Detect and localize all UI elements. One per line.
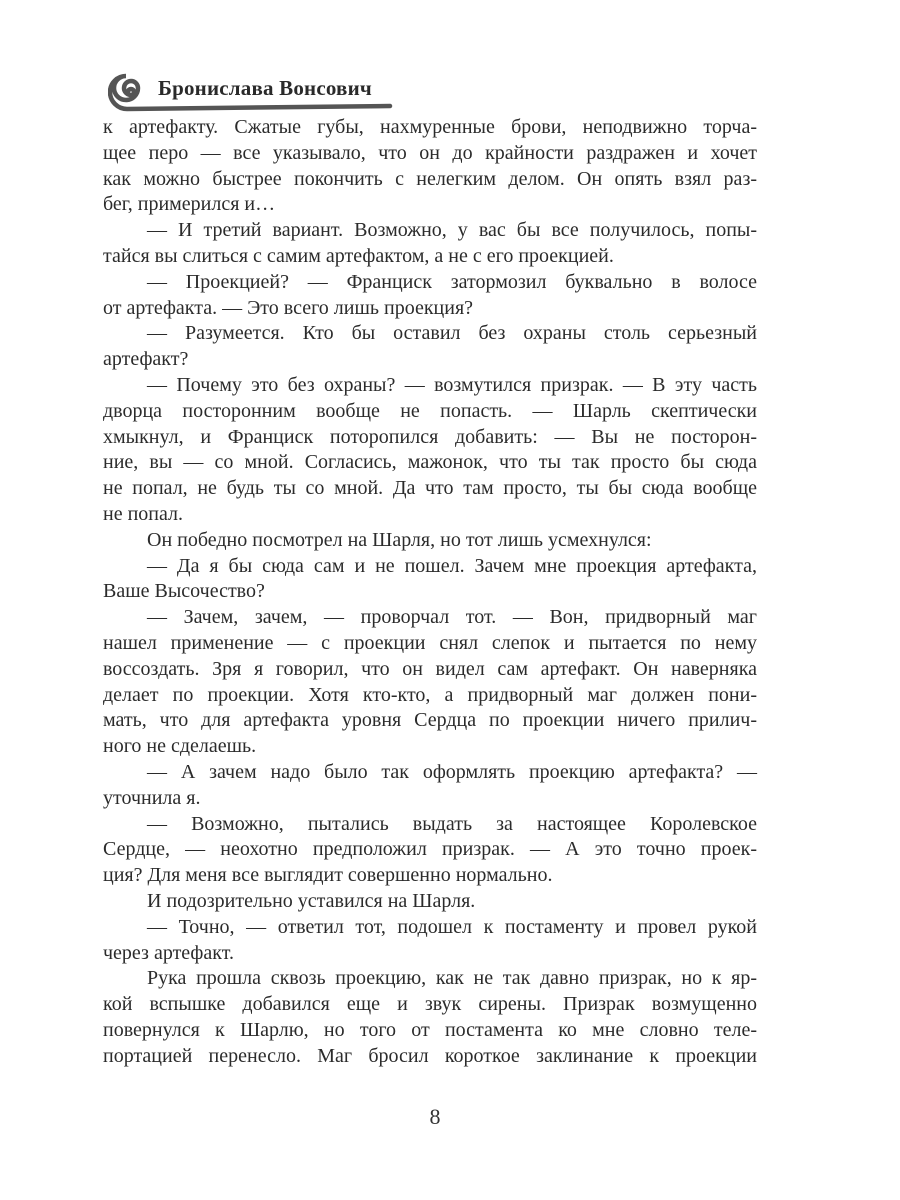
text-line: не попал. bbox=[103, 502, 184, 525]
text-line: Рука прошла сквозь проекцию, как не так давно призрак, но к яр- bbox=[147, 967, 757, 990]
text-line: не попал, не будь ты со мной. Да что там просто, ты бы сюда вообще bbox=[103, 477, 757, 500]
text-line: И подозрительно уставился на Шарля. bbox=[147, 889, 476, 912]
text-line: ного не сделаешь. bbox=[103, 735, 257, 758]
text-line: бег, примерился и… bbox=[103, 193, 276, 216]
text-line: кой вспышке добавился еще и звук сирены. Призрак возмущенно bbox=[103, 993, 757, 1016]
text-line: артефакт? bbox=[103, 348, 189, 371]
author-name: Бронислава Вонсович bbox=[158, 76, 372, 100]
text-line: дворца посторонним вообще не попасть. — Шарль скептически bbox=[103, 399, 757, 422]
text-line: — Точно, — ответил тот, подошел к постаменту и провел рукой bbox=[147, 915, 757, 938]
text-line: — Почему это без охраны? — возмутился призрак. — В эту часть bbox=[147, 373, 757, 396]
text-line: — И третий вариант. Возможно, у вас бы все получилось, попы- bbox=[147, 219, 757, 242]
text-line: как можно быстрее покончить с нелегким делом. Он опять взял раз- bbox=[103, 167, 757, 190]
text-line: ние, вы — со мной. Согласись, мажонок, что ты так просто бы сюда bbox=[103, 451, 757, 474]
text-line: ция? Для меня все выглядит совершенно нормально. bbox=[103, 864, 553, 887]
text-line: щее перо — все указывало, что он до крайности раздражен и хочет bbox=[103, 141, 757, 164]
text-line: тайся вы слиться с самим артефактом, а не с его проекцией. bbox=[103, 244, 614, 267]
text-line: — Да я бы сюда сам и не пошел. Зачем мне проекция артефакта, bbox=[147, 554, 757, 577]
text-line: портацией перенесло. Маг бросил короткое заклинание к проекции bbox=[103, 1044, 757, 1067]
page-number: 8 bbox=[429, 1104, 441, 1129]
text-line: — Зачем, зачем, — проворчал тот. — Вон, придворный маг bbox=[147, 606, 757, 629]
text-line: Сердце, — неохотно предположил призрак. — А это точно проек- bbox=[103, 838, 757, 861]
text-line: нашел применение — с проекции снял слепок и пытается по нему bbox=[103, 631, 757, 654]
text-line: через артефакт. bbox=[103, 941, 234, 964]
text-line: повернулся к Шарлю, но того от постамента ко мне словно теле- bbox=[103, 1018, 757, 1041]
text-line: от артефакта. — Это всего лишь проекция? bbox=[103, 296, 474, 319]
text-line: воссоздать. Зря я говорил, что он видел сам артефакт. Он наверняка bbox=[103, 657, 757, 680]
text-line: — Разумеется. Кто бы оставил без охраны столь серьезный bbox=[147, 322, 757, 345]
text-line: к артефакту. Сжатые губы, нахмуренные брови, неподвижно торча- bbox=[103, 116, 757, 138]
text-line: — А зачем надо было так оформлять проекцию артефакта? — bbox=[147, 760, 757, 783]
text-line: уточнила я. bbox=[103, 786, 201, 809]
text-line: хмыкнул, и Франциск поторопился добавить: — Вы не посторон- bbox=[103, 425, 757, 448]
text-line: делает по проекции. Хотя кто-кто, а придворный маг должен пони- bbox=[103, 683, 757, 706]
page-text bbox=[103, 115, 757, 1069]
text-line: мать, что для артефакта уровня Сердца по проекции ничего прилич- bbox=[103, 709, 757, 732]
text-line: — Проекцией? — Франциск затормозил буквально в волосе bbox=[147, 270, 757, 293]
text-line: Он победно посмотрел на Шарля, но тот лишь усмехнулся: bbox=[147, 528, 652, 551]
text-line: — Возможно, пытались выдать за настоящее Королевское bbox=[147, 812, 757, 835]
running-header bbox=[108, 70, 398, 115]
text-line: Ваше Высочество? bbox=[103, 580, 265, 603]
